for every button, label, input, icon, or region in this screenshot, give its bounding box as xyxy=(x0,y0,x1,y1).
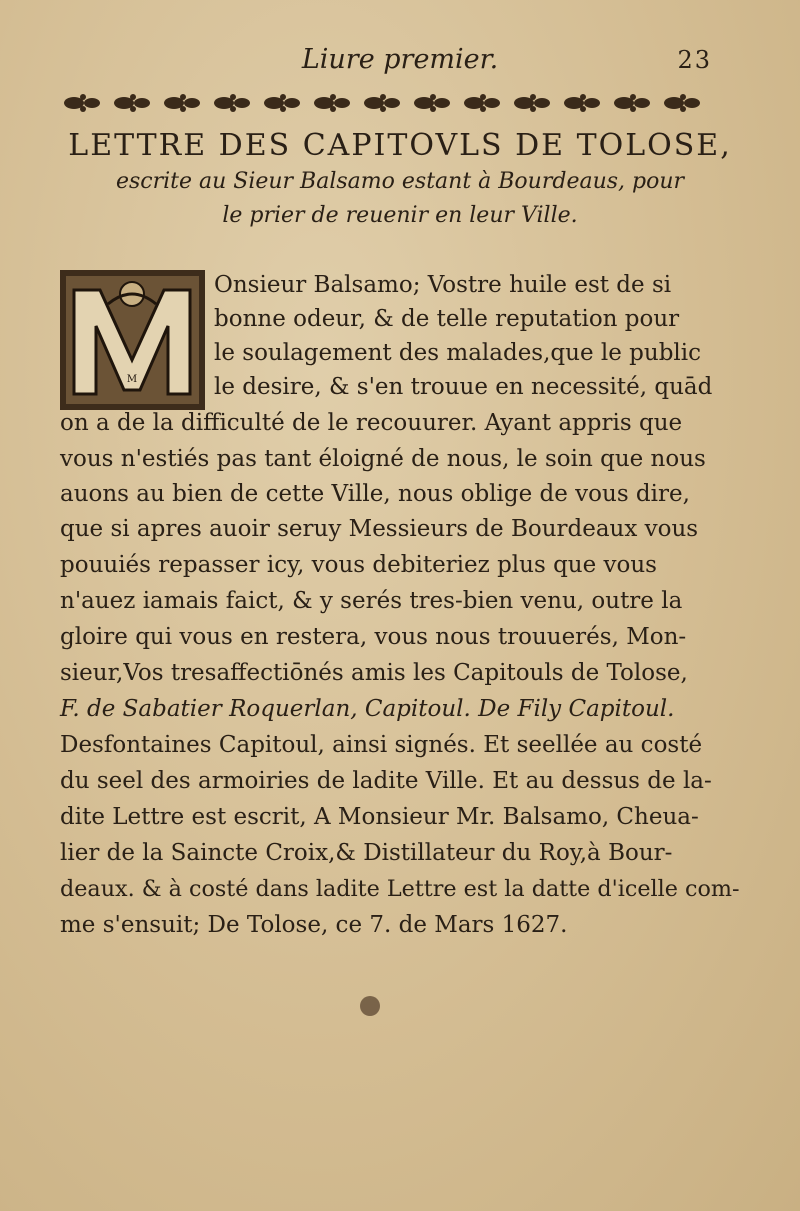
text-line: gloire qui vous en restera, vous nous trouuerés, Mon- xyxy=(60,624,687,650)
text-line: pouuiés repasser icy, vous debiteriez plus que vous xyxy=(60,552,657,578)
letter-title xyxy=(40,128,760,232)
text-line: me s'ensuit; De Tolose, ce 7. de Mars 1627. xyxy=(60,912,568,938)
running-title: Liure premier. xyxy=(301,44,499,75)
text-line: bonne odeur, & de telle reputation pour xyxy=(214,306,680,332)
text-line: le desire, & s'en trouue en necessité, quād xyxy=(214,374,713,400)
decorated-initial-m xyxy=(60,270,205,410)
text-line: le soulagement des malades,que le public xyxy=(214,340,702,366)
title-sub-line2: le prier de reuenir en leur Ville. xyxy=(222,203,578,228)
title-sub-line1: escrite au Sieur Balsamo estant à Bourdeaus, pour xyxy=(115,169,685,194)
ink-stain xyxy=(360,996,380,1016)
text-line: du seel des armoiries de ladite Ville. Et au dessus de la- xyxy=(60,768,712,794)
text-line: auons au bien de cette Ville, nous oblige de vous dire, xyxy=(60,481,690,507)
text-line-signatures: F. de Sabatier Roquerlan, Capitoul. De Fily Capitoul. xyxy=(60,696,675,722)
text-line: Onsieur Balsamo; Vostre huile est de si xyxy=(214,272,672,298)
text-line: n'auez iamais faict, & y serés tres-bien venu, outre la xyxy=(60,588,683,614)
text-line: Desfontaines Capitoul, ainsi signés. Et seellée au costé xyxy=(60,732,703,758)
running-head xyxy=(0,44,800,84)
dropcap-letter: M xyxy=(126,374,138,385)
text-line: dite Lettre est escrit, A Monsieur Mr. Balsamo, Cheua- xyxy=(60,804,699,830)
text-line: on a de la difficulté de le recouurer. Ayant appris que xyxy=(60,410,683,436)
title-main: LETTRE DES CAPITOVLS DE TOLOSE, xyxy=(68,128,732,163)
text-line: sieur,Vos tresaffectiōnés amis les Capitouls de Tolose, xyxy=(60,660,688,686)
text-line: deaux. & à costé dans ladite Lettre est la datte d'icelle com- xyxy=(60,876,740,902)
text-line: que si apres auoir seruy Messieurs de Bourdeaux vous xyxy=(60,516,699,542)
text-line: lier de la Saincte Croix,& Distillateur du Roy,à Bour- xyxy=(60,840,673,866)
page-number: 23 xyxy=(677,46,712,74)
ornament-band xyxy=(62,92,716,114)
text-line: vous n'estiés pas tant éloigné de nous, le soin que nous xyxy=(60,446,706,472)
